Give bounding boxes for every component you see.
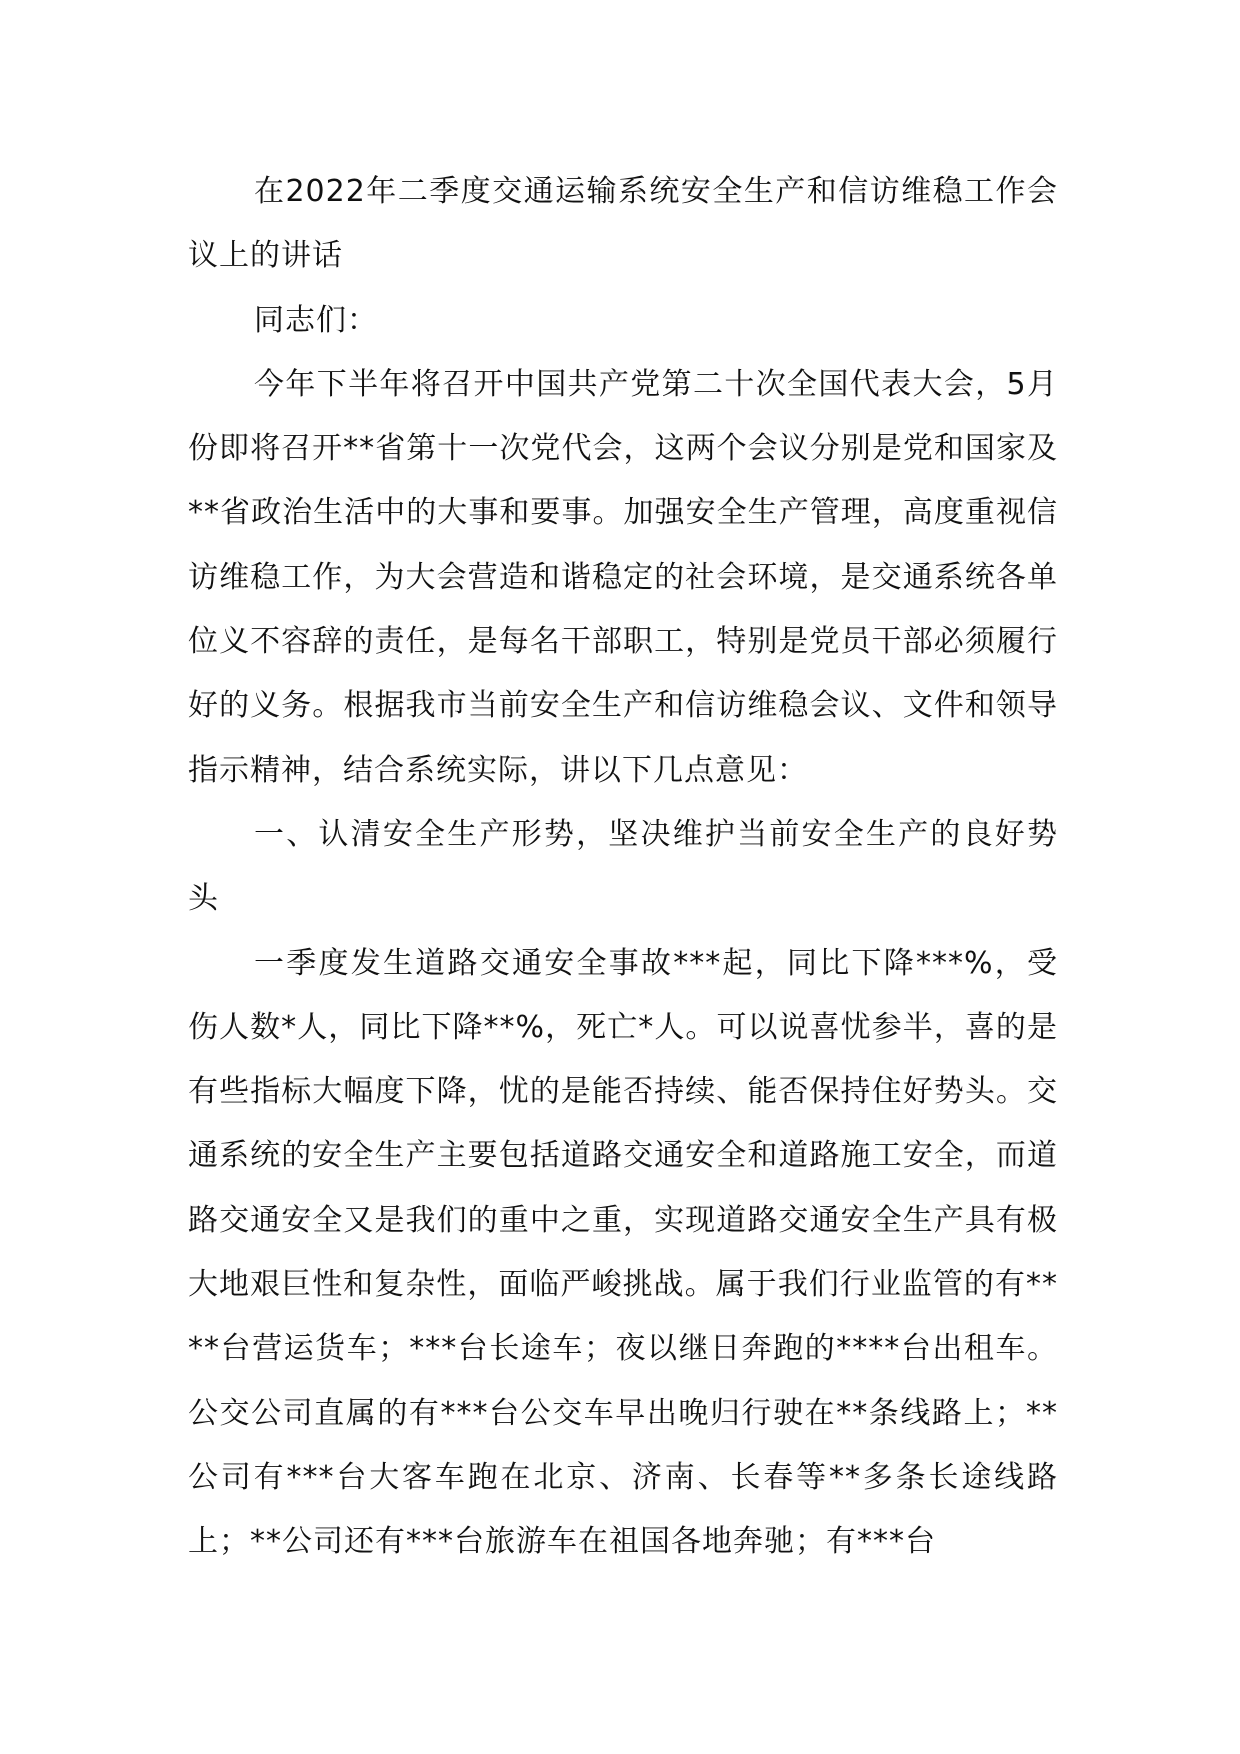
section-heading: 一、认清安全生产形势，坚决维护当前安全生产的良好势头	[188, 816, 1058, 917]
body-paragraph: 今年下半年将召开中国共产党第二十次全国代表大会，5月份即将召开**省第十一次党代会，这两个会议分别是党和国家及**省政治生活中的大事和要事。加强安全生产管理，高度重视信访维稳工作，为大会营造和谐稳定的社会环境，是交通系统各单位义不容辞的责任，是每名干部职工，特别是党员干部必须履行好的义务。根据我市当前安全生产和信访维稳会议、文件和领导指示精神，结合系统实际，讲以下几点意见：	[188, 366, 1058, 788]
document-title: 在2022年二季度交通运输系统安全生产和信访维稳工作会议上的讲话	[188, 174, 1058, 274]
salutation: 同志们：	[254, 302, 378, 338]
document-body	[188, 160, 1058, 1575]
body-paragraph: 一季度发生道路交通安全事故***起，同比下降***%，受伤人数*人，同比下降**%，死亡*人。可以说喜忧参半，喜的是有些指标大幅度下降，忧的是能否持续、能否保持住好势头。交通系统的安全生产主要包括道路交通安全和道路施工安全，而道路交通安全又是我们的重中之重，实现道路交通安全生产具有极大地艰巨性和复杂性，面临严峻挑战。属于我们行业监管的有****台营运货车；***台长途车；夜以继日奔跑的****台出租车。公交公司直属的有***台公交车早出晚归行驶在**条线路上；**公司有***台大客车跑在北京、济南、长春等**多条长途线路上；**公司还有***台旅游车在祖国各地奔驰；有***台	[188, 945, 1058, 1560]
